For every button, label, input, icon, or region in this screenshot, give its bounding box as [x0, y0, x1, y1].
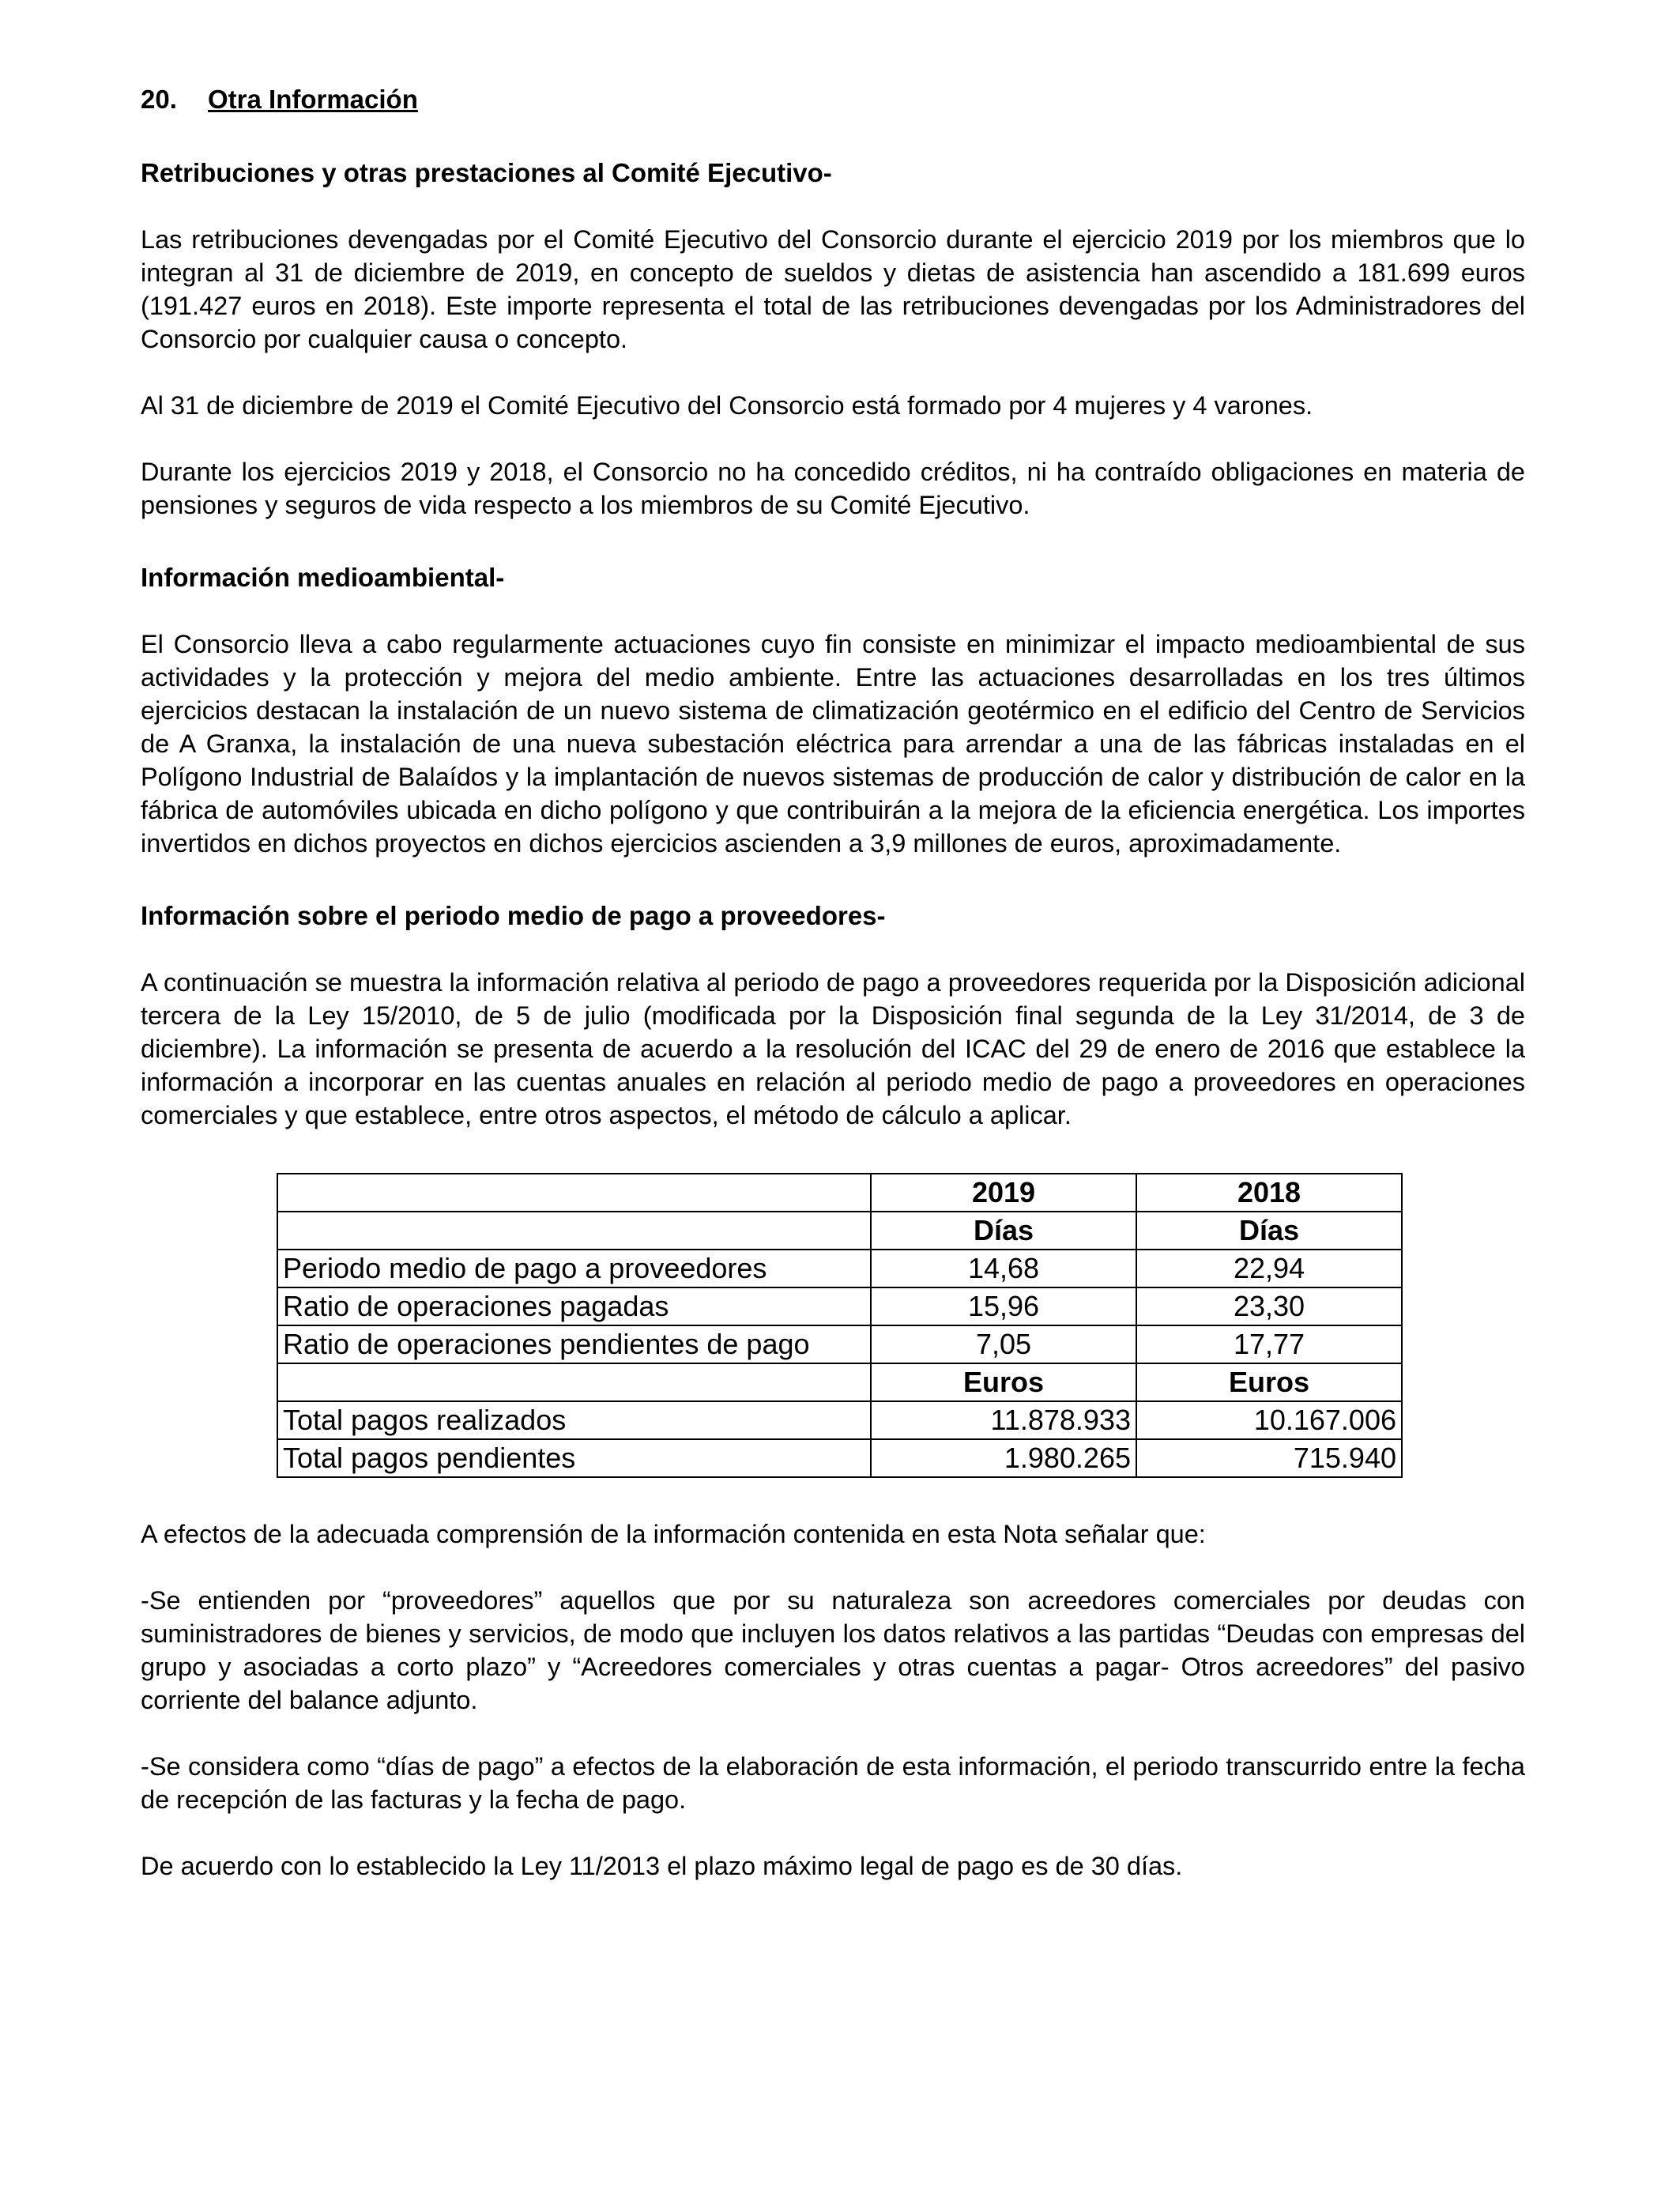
- row-label: Ratio de operaciones pagadas: [277, 1287, 871, 1325]
- heading-retribuciones: Retribuciones y otras prestaciones al Comité Ejecutivo-: [141, 158, 832, 187]
- pago-paragraph-2: A efectos de la adecuada comprensión de la información contenida en esta Nota señalar que:: [141, 1520, 1206, 1548]
- table-row: [277, 1439, 1402, 1477]
- value-2018: 17,77: [1136, 1325, 1402, 1363]
- value-2018: 23,30: [1136, 1287, 1402, 1325]
- value-2018: 10.167.006: [1136, 1401, 1402, 1439]
- section-title: [141, 76, 1525, 123]
- table-unit-row: [277, 1212, 1402, 1250]
- unit-days-2019: Días: [871, 1212, 1136, 1250]
- table-row: [277, 1401, 1402, 1439]
- pago-paragraph-1: A continuación se muestra la información relativa al periodo de pago a proveedores requerida por la Disposición adicional tercera de la Ley 15/2010, de 5 de julio (modificada por la Disposición final segunda de la Ley 31/2014, de 3 de diciembre). La información se presenta de acuerdo a la resolución del ICAC del 29 de enero de 2016 que establece la información a incorporar en las cuentas anuales en relación al periodo medio de pago a proveedores en operaciones comerciales y que establece, entre otros aspectos, el método de cálculo a aplicar.: [141, 968, 1525, 1129]
- value-2019: 1.980.265: [871, 1439, 1136, 1477]
- value-2019: 14,68: [871, 1250, 1136, 1287]
- table-row: [277, 1250, 1402, 1287]
- heading-medioambiental: Información medioambiental-: [141, 563, 505, 592]
- medioambiental-paragraph: El Consorcio lleva a cabo regularmente actuaciones cuyo fin consiste en minimizar el impacto medioambiental de sus actividades y la protección y mejora del medio ambiente. Entre las actuaciones desarrolladas en los tres últimos ejercicios destacan la instalación de un nuevo sistema de climatización geotérmico en el edificio del Centro de Servicios de A Granxa, la instalación de una nueva subestación eléctrica para arrendar a una de las fábricas instaladas en el Polígono Industrial de Balaídos y la implantación de nuevos sistemas de producción de calor y distribución de calor en la fábrica de automóviles ubicada en dicho polígono y que contribuirán a la mejora de la eficiencia energética. Los importes invertidos en dichos proyectos en dichos ejercicios ascienden a 3,9 millones de euros, aproximadamente.: [141, 630, 1525, 858]
- retribuciones-paragraph-2: Al 31 de diciembre de 2019 el Comité Ejecutivo del Consorcio está formado por 4 mujeres y 4 varones.: [141, 391, 1313, 420]
- table-empty-cell: [277, 1212, 871, 1250]
- section-number: 20.: [141, 85, 177, 114]
- table-empty-cell: [277, 1363, 871, 1401]
- retribuciones-paragraph-3: Durante los ejercicios 2019 y 2018, el Consorcio no ha concedido créditos, ni ha contraído obligaciones en materia de pensiones y seguros de vida respecto a los miembros de su Comité Ejecutivo.: [141, 458, 1525, 519]
- row-label: Total pagos realizados: [277, 1401, 871, 1439]
- pago-paragraph-4: -Se considera como “días de pago” a efectos de la elaboración de esta información, el periodo transcurrido entre la fecha de recepción de las facturas y la fecha de pago.: [141, 1752, 1525, 1814]
- section-title-text: Otra Información: [208, 85, 418, 114]
- table-corner-cell: [277, 1174, 871, 1212]
- value-2018: 715.940: [1136, 1439, 1402, 1477]
- pago-paragraph-3: -Se entienden por “proveedores” aquellos que por su naturaleza son acreedores comerciales por deudas con suministradores de bienes y servicios, de modo que incluyen los datos relativos a las partidas “Deudas con empresas del grupo y asociadas a corto plazo” y “Acreedores comerciales y otras cuentas a pagar- Otros acreedores” del pasivo corriente del balance adjunto.: [141, 1586, 1525, 1714]
- row-label: Periodo medio de pago a proveedores: [277, 1250, 871, 1287]
- retribuciones-paragraph-1: Las retribuciones devengadas por el Comité Ejecutivo del Consorcio durante el ejercicio 2019 por los miembros que lo integran al 31 de diciembre de 2019, en concepto de sueldos y dietas de asistencia han ascendido a 181.699 euros (191.427 euros en 2018). Este importe representa el total de las retribuciones devengadas por los Administradores del Consorcio por cualquier causa o concepto.: [141, 225, 1525, 353]
- year-2019-header: 2019: [871, 1174, 1136, 1212]
- row-label: Ratio de operaciones pendientes de pago: [277, 1325, 871, 1363]
- heading-periodo-pago: Información sobre el periodo medio de pago a proveedores-: [141, 901, 886, 930]
- periodo-pago-table: [277, 1173, 1403, 1478]
- table-header-row: [277, 1174, 1402, 1212]
- value-2018: 22,94: [1136, 1250, 1402, 1287]
- row-label: Total pagos pendientes: [277, 1439, 871, 1477]
- year-2018-header: 2018: [1136, 1174, 1402, 1212]
- unit-days-2018: Días: [1136, 1212, 1402, 1250]
- pago-paragraph-5: De acuerdo con lo establecido la Ley 11/2013 el plazo máximo legal de pago es de 30 días.: [141, 1852, 1183, 1880]
- value-2019: 15,96: [871, 1287, 1136, 1325]
- table-unit-row: [277, 1363, 1402, 1401]
- unit-euros-2018: Euros: [1136, 1363, 1402, 1401]
- table-row: [277, 1287, 1402, 1325]
- document-page: [141, 76, 1525, 1883]
- value-2019: 7,05: [871, 1325, 1136, 1363]
- unit-euros-2019: Euros: [871, 1363, 1136, 1401]
- table-row: [277, 1325, 1402, 1363]
- value-2019: 11.878.933: [871, 1401, 1136, 1439]
